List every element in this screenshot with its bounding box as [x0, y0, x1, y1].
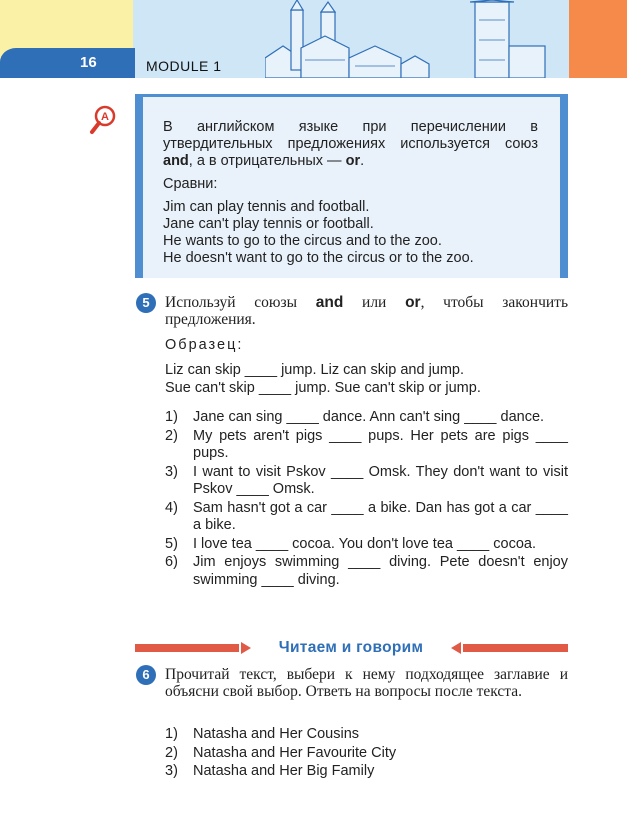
- exercise-6-options: [165, 726, 568, 782]
- list-item: 3) Natasha and Her Big Family: [165, 763, 375, 779]
- grammar-note-content: [163, 119, 538, 267]
- grammar-magnifier-icon: [88, 104, 120, 136]
- module-label: MODULE 1: [146, 58, 222, 74]
- list-item: 1) Natasha and Her Cousins: [165, 726, 360, 742]
- sample-line: Sue can't skip ____ jump. Sue can't skip or jump.: [165, 379, 481, 396]
- sample-block: [165, 362, 568, 397]
- exercise-6-instruction: Прочитай текст, выбери к нему подходящее заглавие и объясни свой выбор. Ответь на вопросы после текста.: [165, 666, 568, 700]
- exercise-5-list: [165, 409, 568, 590]
- grammar-examples: [163, 199, 538, 267]
- sample-line: Liz can skip ____ jump. Liz can skip and jump.: [165, 362, 465, 378]
- svg-text:A: A: [101, 111, 109, 123]
- section-title: Читаем и говорим: [239, 638, 463, 658]
- list-item: 2) My pets aren't pigs ____ pups. Her pets are pigs ____ pups.: [165, 427, 568, 461]
- list-item: 1) Jane can sing ____ dance. Ann can't sing ____ dance.: [165, 409, 545, 425]
- city-skyline-illustration: [265, 0, 565, 78]
- list-item: 2) Natasha and Her Favourite City: [165, 744, 397, 761]
- example-line: He doesn't want to go to the circus or to the zoo.: [163, 250, 474, 266]
- triangle-right-icon: [451, 642, 461, 654]
- exercise-6-number: 6: [136, 665, 156, 685]
- sample-label: Образец:: [165, 337, 244, 353]
- list-item: 3) I want to visit Pskov ____ Omsk. They don't want to visit Pskov ____ Omsk.: [165, 463, 568, 497]
- example-line: Jane can't play tennis or football.: [163, 216, 374, 232]
- header-orange-tab: [569, 0, 627, 78]
- example-line: He wants to go to the circus and to the zoo.: [163, 233, 442, 249]
- triangle-left-icon: [241, 642, 251, 654]
- page-number: 16: [80, 54, 97, 71]
- list-item: 6) Jim enjoys swimming ____ diving. Pete doesn't enjoy swimming ____ diving.: [165, 554, 568, 588]
- list-item: 4) Sam hasn't got a car ____ a bike. Dan has got a car ____ a bike.: [165, 499, 568, 533]
- list-item: 5) I love tea ____ cocoa. You don't love tea ____ cocoa.: [165, 535, 536, 552]
- exercise-5-instruction: Используй союзы and или or, чтобы закончить предложения.: [165, 294, 569, 328]
- exercise-5-number: 5: [136, 293, 156, 313]
- grammar-rule: В английском языке при перечислении в утвердительных предложениях используется союз and, а в отрицательных — or.: [163, 119, 538, 169]
- compare-label: Сравни:: [163, 176, 218, 192]
- page-number-tab: [0, 48, 135, 78]
- example-line: Jim can play tennis and football.: [163, 199, 370, 215]
